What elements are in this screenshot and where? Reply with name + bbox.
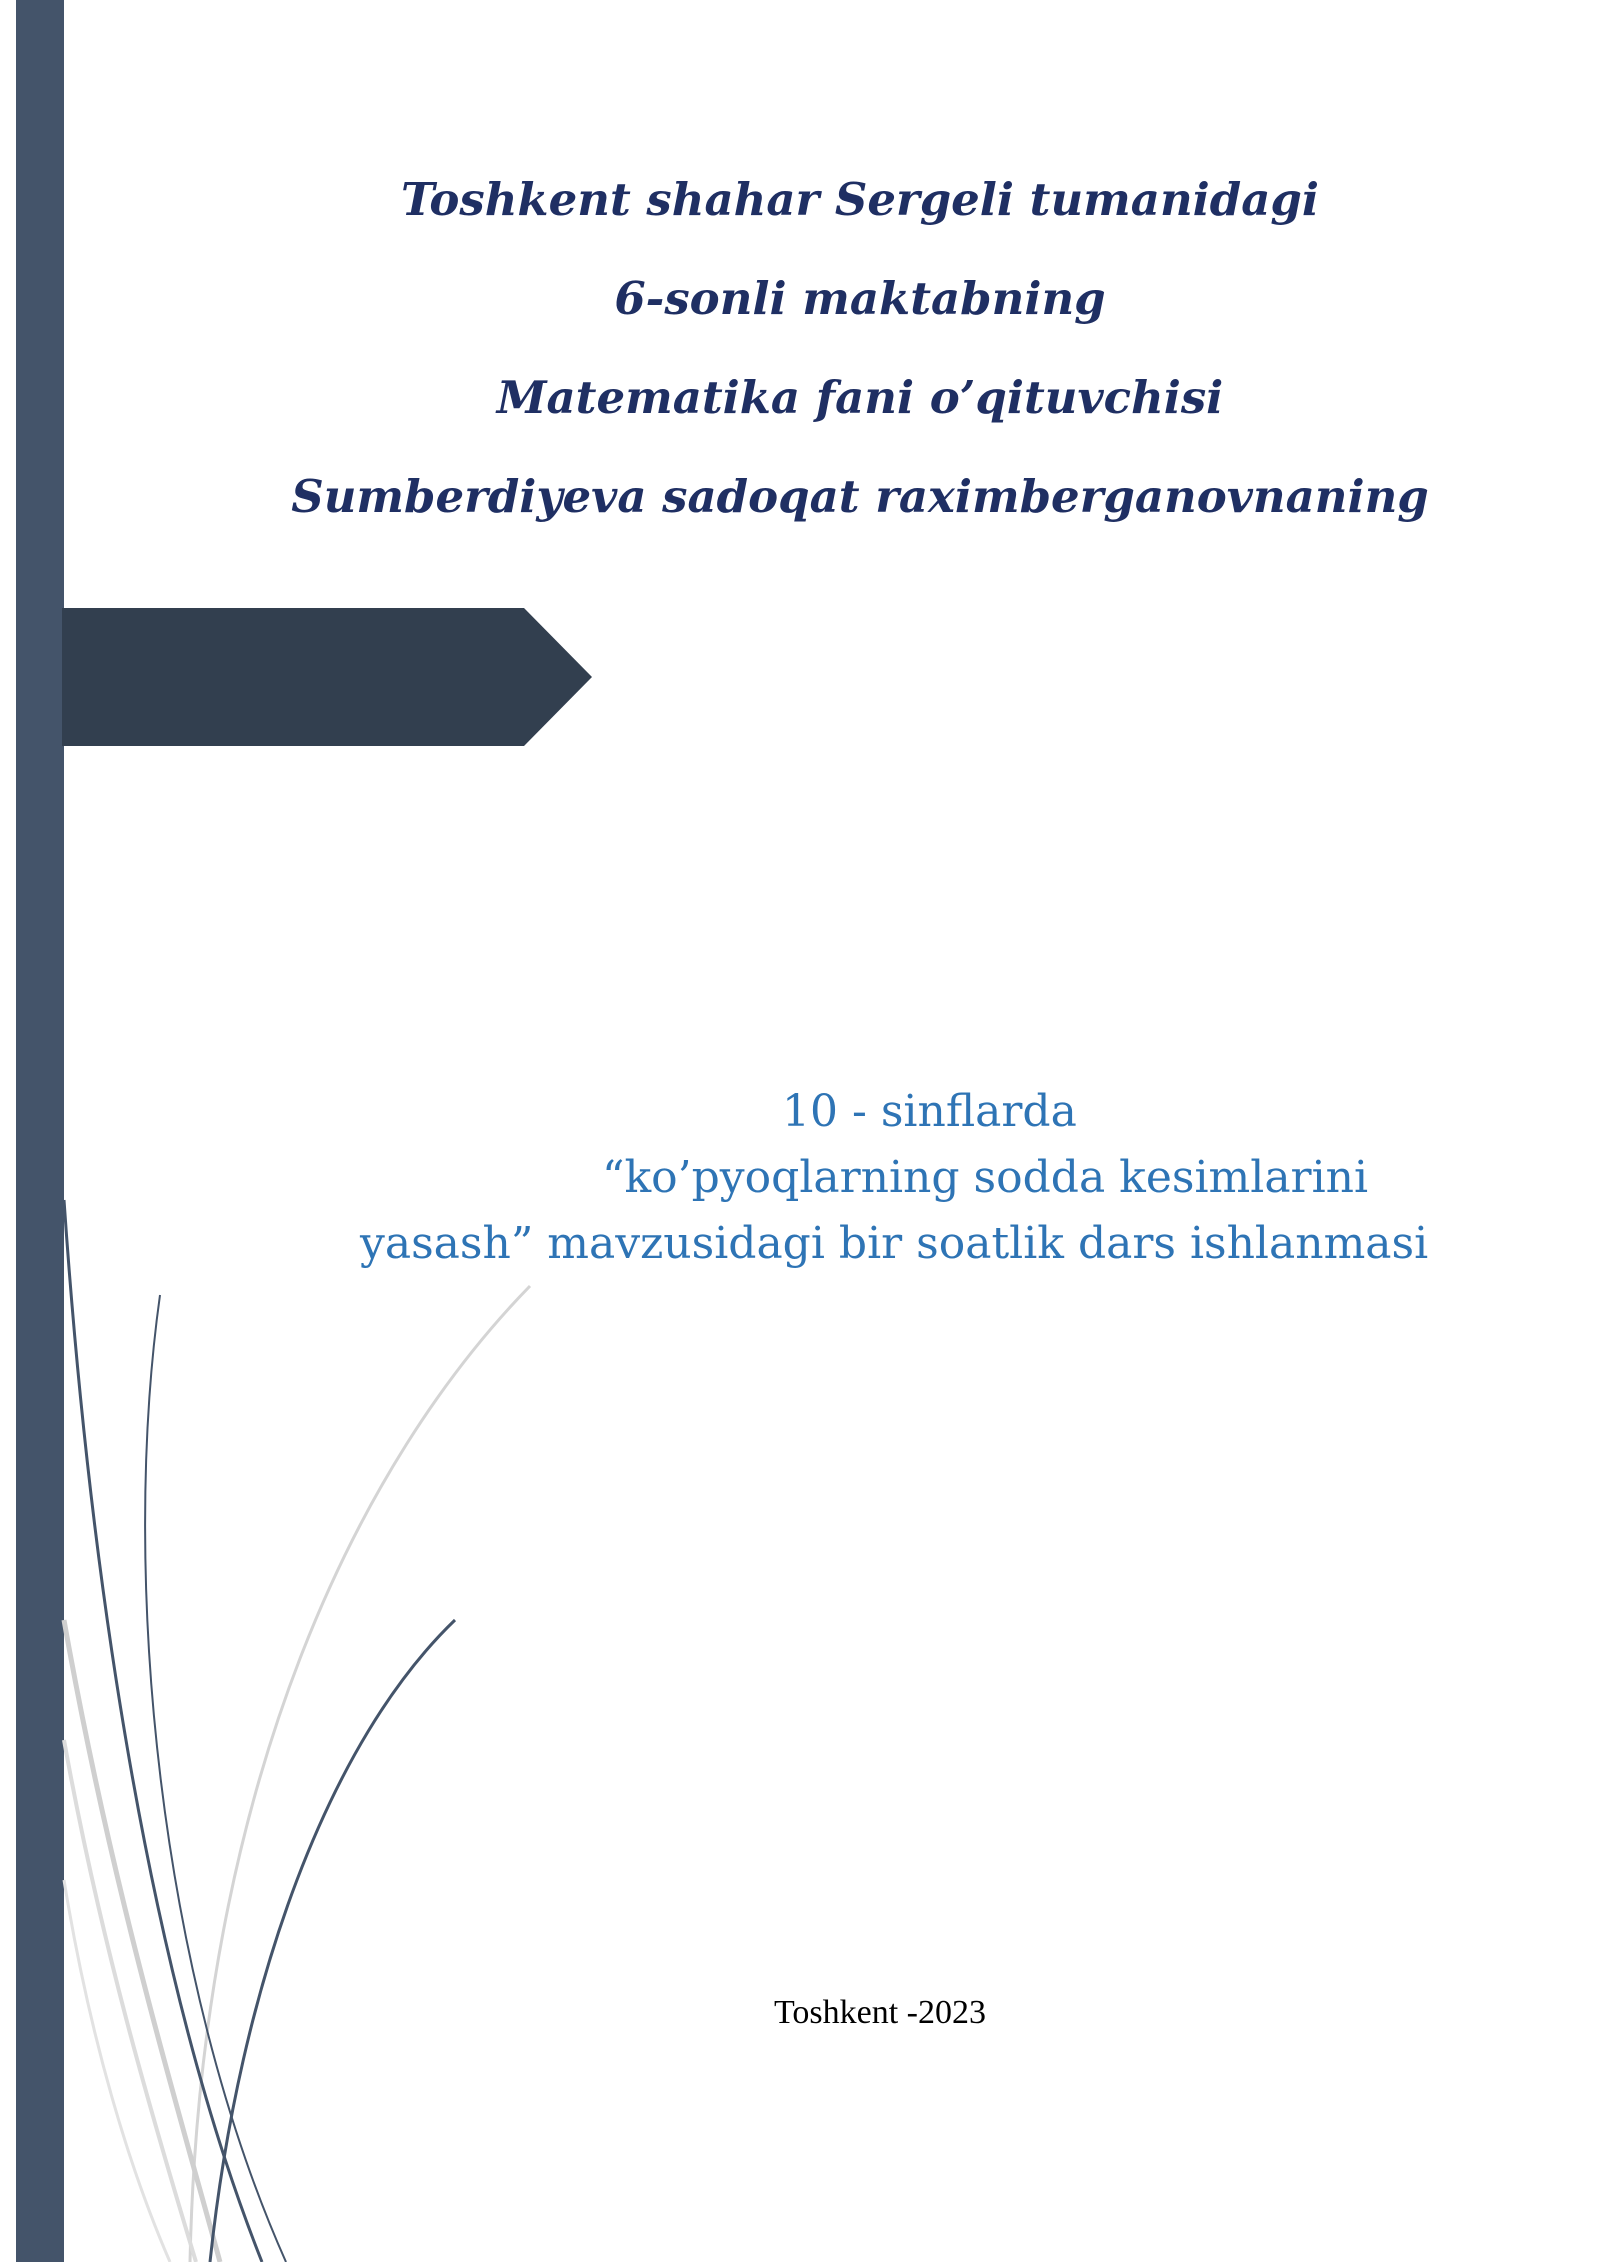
header-line-school: 6-sonli maktabning [614,272,1106,325]
header-line-district: Toshkent shahar Sergeli tumanidagi [401,173,1319,226]
decorative-swirl-lines [0,1180,600,2262]
footer-place-year: Toshkent -2023 [774,1994,986,2031]
subtitle-line-topic-end: yasash” mavzusidagi bir soatlik dars ishlanmasi [360,1218,1429,1269]
header-line-author-name: Sumberdiyeva sadoqat raximberganovnaning [291,470,1429,523]
subtitle-line-grade: 10 - sinflarda [782,1086,1077,1137]
subtitle-line-topic-start: “ko’pyoqlarning sodda kesimlarini [602,1152,1369,1203]
header-line-subject-teacher: Matematika fani o’qituvchisi [496,371,1224,424]
author-header [200,150,1520,546]
arrow-banner [62,608,592,746]
